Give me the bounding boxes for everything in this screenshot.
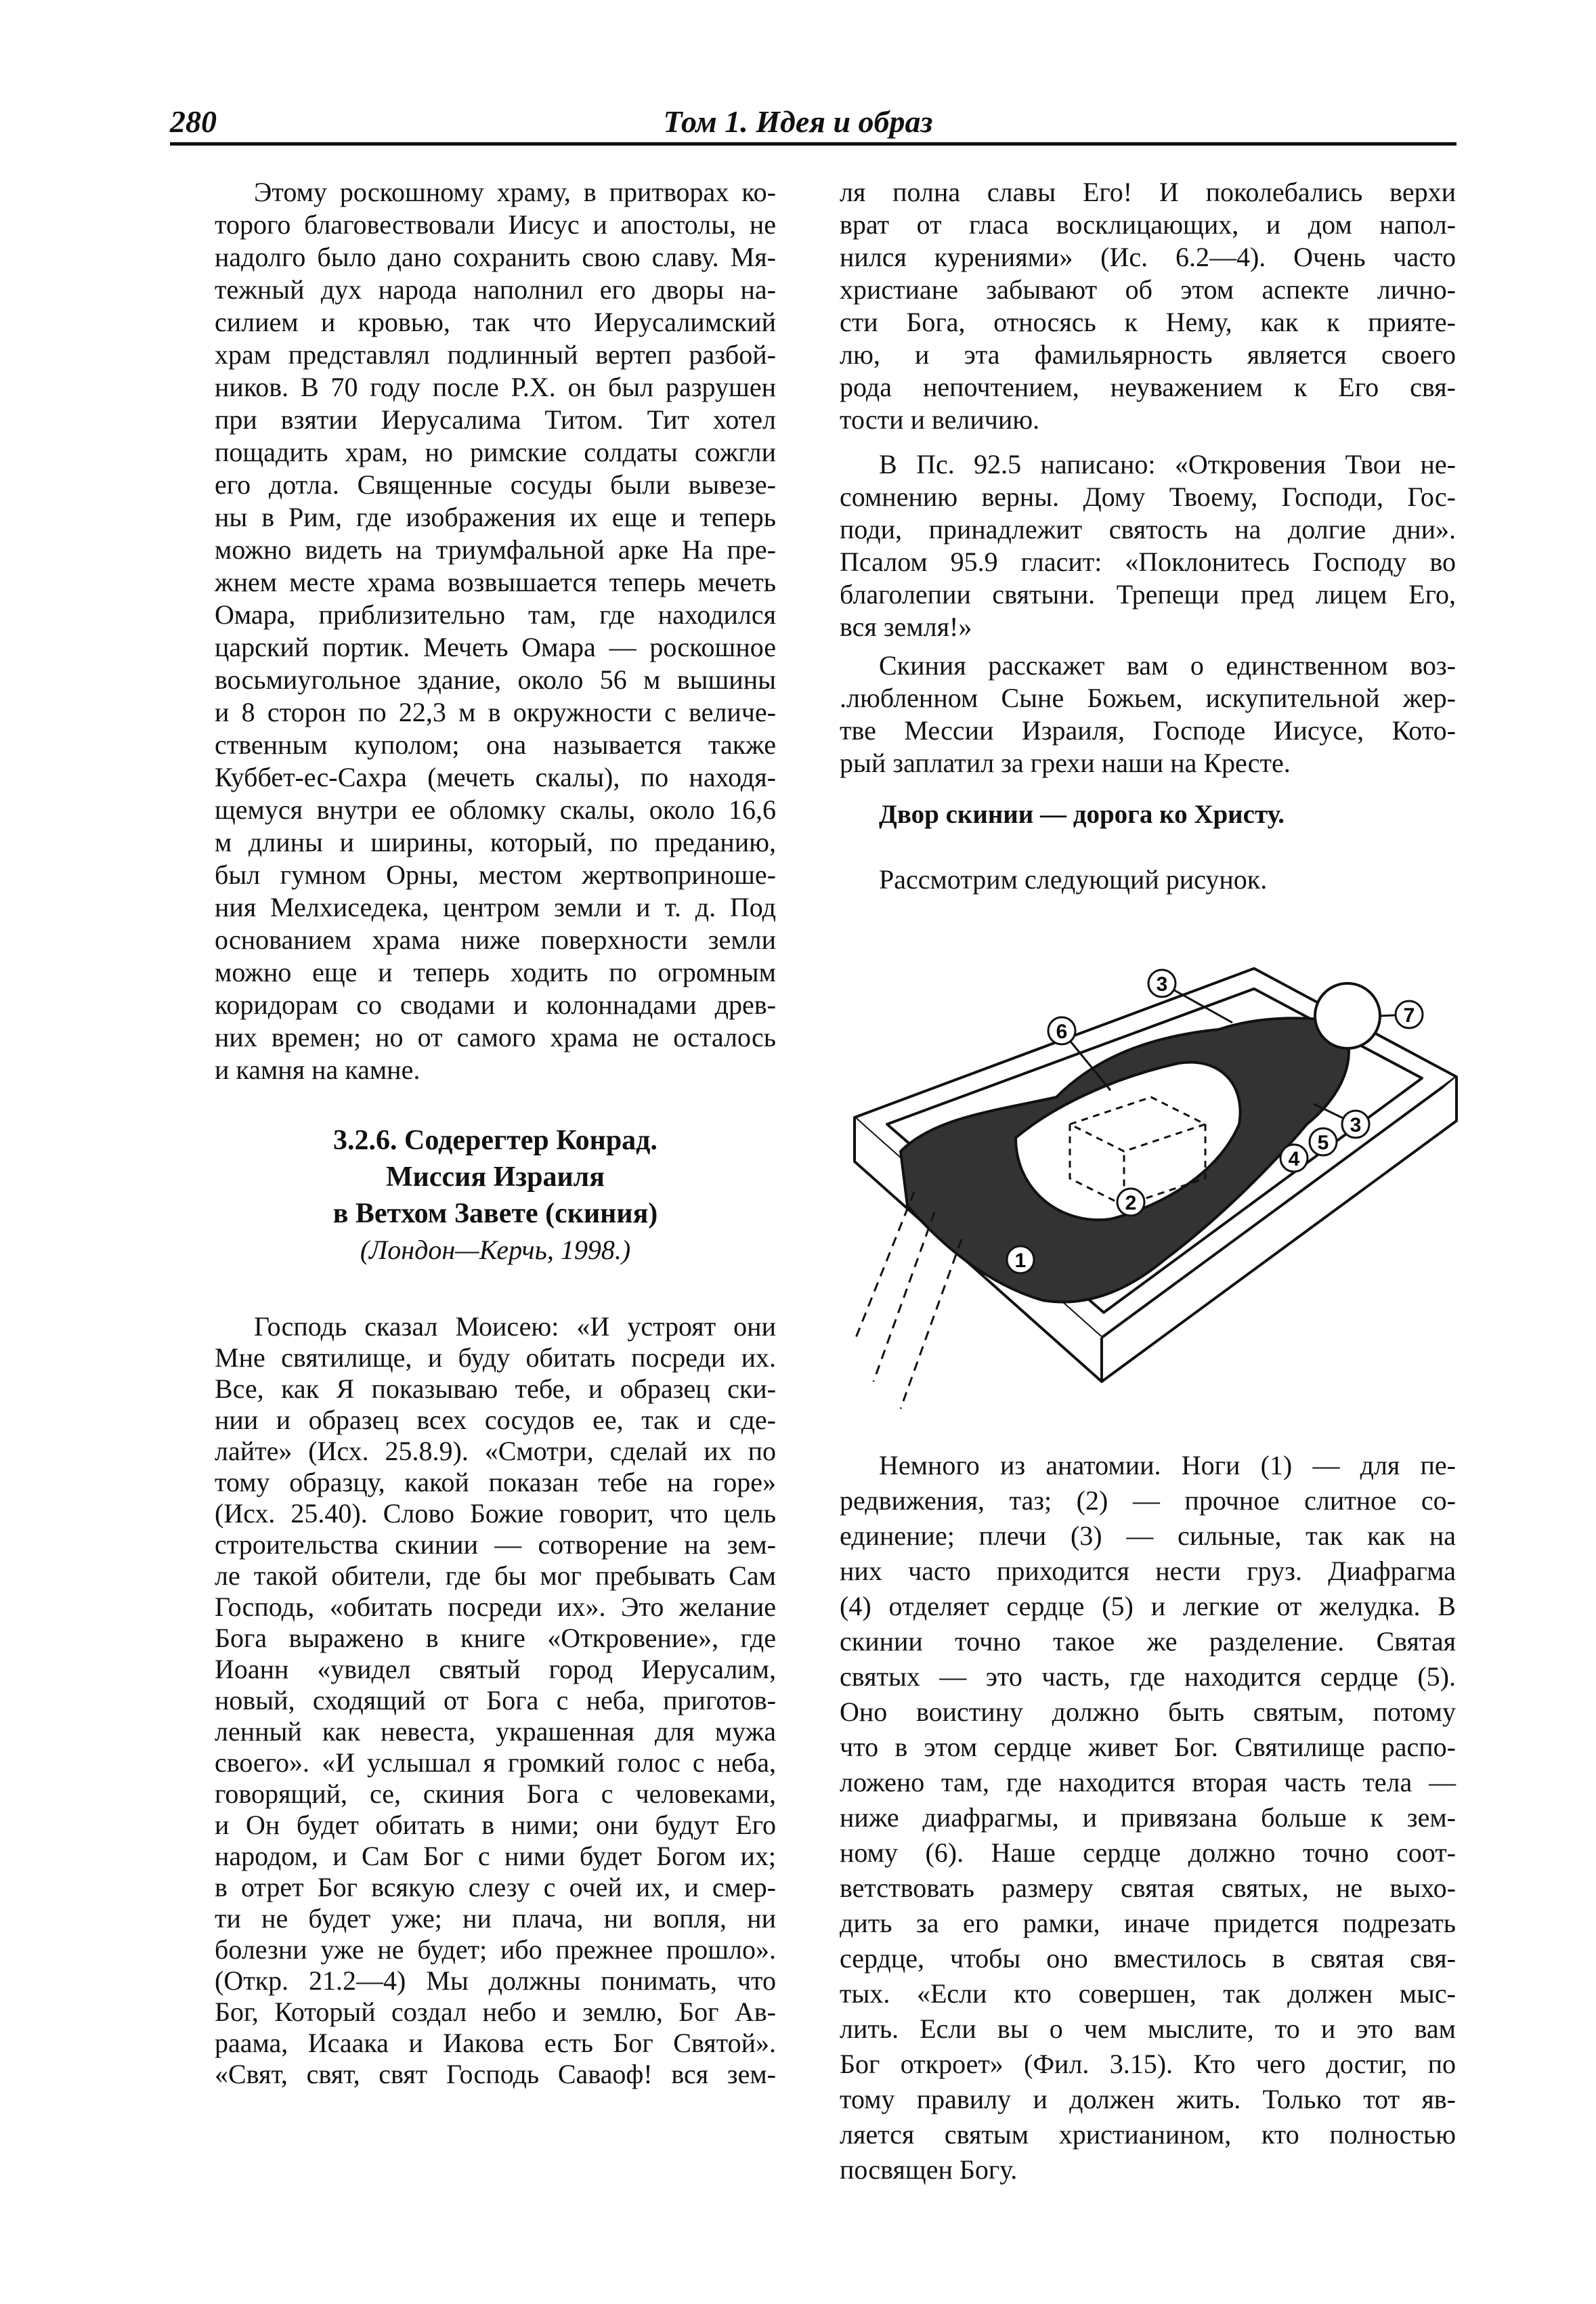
text-line: коридорам со сводами и колоннадами древ- xyxy=(215,989,776,1020)
text-line: (Откр. 21.2—4) Мы должны понимать, что xyxy=(215,1965,776,1996)
text-line: Бог, Который создал небо и землю, Бог Ав- xyxy=(215,1997,776,2027)
text-line: ленный как невеста, украшенная для мужа xyxy=(215,1716,776,1747)
text-line: своего». «И услышал я громкий голос с неба, xyxy=(215,1747,776,1778)
text-line: благолепии святыни. Трепещи пред лицем Его, xyxy=(840,579,1456,610)
text-line: восьмиугольное здание, около 56 м вышины xyxy=(215,664,776,695)
text-line: Скиния расскажет вам о единственном воз- xyxy=(879,650,1456,681)
text-line: можно еще и теперь ходить по огромным xyxy=(215,957,776,987)
callout-number: 5 xyxy=(1317,1132,1329,1154)
text-line: них времен; но от самого храма не осталось xyxy=(215,1022,776,1052)
text-line: сти Бога, относясь к Нему, как к прияте- xyxy=(840,307,1456,337)
callout-number: 3 xyxy=(1156,973,1168,996)
text-line: дить за его рамки, иначе придется подрезать xyxy=(840,1908,1456,1938)
text-line: Бог откроет» (Фил. 3.15). Кто чего достиг, по xyxy=(840,2049,1456,2079)
text-line: и камня на камне. xyxy=(215,1054,420,1085)
text-line: Господь сказал Моисею: «И устроят они xyxy=(254,1311,776,1342)
text-line: врат от гласа восклицающих, и дом напол- xyxy=(840,209,1456,240)
text-line: ны в Рим, где изображения их еще и теперь xyxy=(215,502,776,532)
text-line: христиане забывают об этом аспекте лично- xyxy=(840,274,1456,305)
text-line: лю, и эта фамильярность является своего xyxy=(840,339,1456,370)
text-line: народом, и Сам Бог с ними будет Богом их; xyxy=(215,1841,776,1871)
text-line: ния Мелхиседека, центром земли и т. д. Под xyxy=(215,892,776,922)
text-line: ников. В 70 году после Р.Х. он был разрушен xyxy=(215,372,776,402)
text-line: м длины и ширины, который, по преданию, xyxy=(215,827,776,857)
section-place-date: (Лондон—Керчь, 1998.) xyxy=(360,1235,631,1265)
text-line: ляется святым христианином, кто полностью xyxy=(840,2119,1456,2150)
text-line: ле такой обители, где бы мог пребывать Сам xyxy=(215,1560,776,1591)
text-line: новый, сходящий от Бога с неба, приготов- xyxy=(215,1685,776,1715)
text-line: В Пс. 92.5 написано: «Откровения Твои не- xyxy=(879,449,1456,479)
text-line: Псалом 95.9 гласит: «Поклонитесь Господу во xyxy=(840,547,1456,577)
text-line: нии и образец всех сосудов ее, так и сде- xyxy=(215,1405,776,1435)
text-line: тости и величию. xyxy=(840,404,1040,435)
text-line: его дотла. Священные сосуды были вывезе- xyxy=(215,469,776,500)
section-heading-line: Миссия Израиля xyxy=(386,1161,605,1193)
text-line: Мне святилище, и буду обитать посреди их. xyxy=(215,1342,776,1373)
text-line: (Исх. 25.40). Слово Божие говорит, что цель xyxy=(215,1498,776,1529)
text-line: можно видеть на триумфальной арке На пре- xyxy=(215,534,776,565)
text-line: сердце, чтобы оно вместилось в святая свя- xyxy=(840,1943,1456,1974)
text-line: строительства скинии — сотворение на зем- xyxy=(215,1529,776,1560)
text-line: Оно воистину должно быть святым, потому xyxy=(840,1697,1456,1727)
text-line: Господь, «обитать посреди их». Это желание xyxy=(215,1592,776,1622)
figure-intro: Рассмотрим следующий рисунок. xyxy=(879,864,1268,895)
text-line: святых — это часть, где находится сердце (5). xyxy=(840,1661,1456,1692)
callout-number: 7 xyxy=(1403,1004,1415,1027)
text-line: тве Мессии Израиля, Господе Иисусе, Кото- xyxy=(840,715,1456,746)
text-line: тому образцу, какой показан тебе на горе» xyxy=(215,1467,776,1497)
text-line: тых. «Если кто совершен, так должен мыс- xyxy=(840,1978,1456,2009)
text-line: царский портик. Мечеть Омара — роскошное xyxy=(215,632,776,662)
text-line: что в этом сердце живет Бог. Святилище распо- xyxy=(840,1732,1456,1762)
text-line: тому правилу и должен жить. Только тот яв- xyxy=(840,2084,1456,2114)
text-line: ному (6). Наше сердце должно точно соот- xyxy=(840,1837,1456,1868)
text-line: ти не будет уже; ни плача, ни вопля, ни xyxy=(215,1903,776,1934)
text-line: (4) отделяет сердце (5) и легкие от желудка. В xyxy=(840,1591,1456,1621)
text-line: нился курениями» (Ис. 6.2—4). Очень часто xyxy=(840,242,1456,272)
callout-number: 1 xyxy=(1014,1250,1027,1272)
text-line: торого благовествовали Иисус и апостолы, не xyxy=(215,209,776,240)
text-line: надолго было дано сохранить свою славу. Мя- xyxy=(215,242,776,272)
text-line: пощадить храм, но римские солдаты сожгли xyxy=(215,437,776,467)
text-line: Этому роскошному храму, в притворах ко- xyxy=(254,177,776,207)
text-line: поди, принадлежит святость на долгие дни». xyxy=(840,514,1456,545)
text-line: болезни уже не будет; ибо прежнее прошло». xyxy=(215,1934,776,1965)
text-line: ветствовать размеру святая святых, не выхо- xyxy=(840,1873,1456,1903)
text-line: жнем месте храма возвышается теперь мечеть xyxy=(215,567,776,597)
text-line: был гумном Орны, местом жертвоприноше- xyxy=(215,859,776,890)
text-line: рый заплатил за грехи наши на Кресте. xyxy=(840,748,1291,778)
text-line: щемуся внутри ее обломку скалы, около 16,6 xyxy=(215,794,776,825)
text-line: раама, Исаака и Иакова есть Бог Святой». xyxy=(215,2028,776,2058)
text-line: посвящен Богу. xyxy=(840,2154,1018,2185)
text-line: при взятии Иерусалима Титом. Тит хотел xyxy=(215,404,776,435)
callout-number: 2 xyxy=(1125,1192,1137,1214)
text-line: храм представлял подлинный вертеп разбой- xyxy=(215,339,776,370)
text-line: Иоанн «увидел святый город Иерусалим, xyxy=(215,1654,776,1684)
text-line: ниже диафрагмы, и привязана больше к зем- xyxy=(840,1802,1456,1833)
text-line: Все, как Я показываю тебе, и образец ски- xyxy=(215,1373,776,1404)
text-line: редвижения, таз; (2) — прочное слитное со- xyxy=(840,1485,1456,1516)
text-line: Бога выражено в книге «Откровение», где xyxy=(215,1623,776,1653)
text-line: них часто приходится нести груз. Диафрагма xyxy=(840,1556,1456,1586)
callout-number: 6 xyxy=(1056,1021,1068,1043)
text-line: ственным куполом; она называется также xyxy=(215,729,776,760)
right-paragraph-4 xyxy=(840,1448,1456,2188)
subheading: Двор скинии — дорога ко Христу. xyxy=(879,800,1285,829)
callout-number: 3 xyxy=(1350,1114,1362,1136)
text-line: лить. Если вы о чем мыслите, то и это вам xyxy=(840,2013,1456,2044)
text-line: тежный дух народа наполнил его дворы на- xyxy=(215,274,776,305)
text-line: ложено там, где находится вторая часть тела — xyxy=(840,1767,1456,1797)
text-line: рода непочтением, неуважением к Его свя- xyxy=(840,372,1456,402)
text-line: .любленном Сыне Божьем, искупительной жер- xyxy=(840,683,1456,713)
page-number: 280 xyxy=(170,104,217,139)
text-line: силием и кровью, так что Иерусалимский xyxy=(215,307,776,337)
text-line: «Свят, свят, свят Господь Саваоф! вся зем- xyxy=(215,2059,776,2089)
callout-number: 4 xyxy=(1288,1148,1300,1170)
text-line: основанием храма ниже поверхности земли xyxy=(215,924,776,955)
text-line: и 8 сторон по 22,3 м в окружности с величе- xyxy=(215,697,776,727)
text-line: Куббет-ес-Сахра (мечеть скалы), по находя- xyxy=(215,762,776,792)
text-line: скинии точно такое же разделение. Святая xyxy=(840,1626,1456,1657)
section-heading-line: 3.2.6. Содерегтер Конрад. xyxy=(333,1125,657,1156)
head xyxy=(1315,983,1380,1048)
text-line: вся земля!» xyxy=(840,612,972,642)
text-line: в отрет Бог всякую слезу с очей их, и смер- xyxy=(215,1872,776,1902)
text-line: единение; плечи (3) — сильные, так как на xyxy=(840,1520,1456,1551)
text-line: и Он будет обитать в ними; они будут Его xyxy=(215,1810,776,1840)
text-line: Немного из анатомии. Ноги (1) — для пе- xyxy=(879,1450,1456,1480)
running-title: Том 1. Идея и образ xyxy=(663,104,933,139)
section-heading-line: в Ветхом Завете (скиния) xyxy=(332,1198,658,1229)
text-line: говорящий, се, скиния Бога с человеками, xyxy=(215,1778,776,1809)
text-line: лайте» (Исх. 25.8.9). «Смотри, сделай их по xyxy=(215,1436,776,1466)
text-line: ля полна славы Его! И поколебались верхи xyxy=(840,177,1456,207)
text-line: Омара, приблизительно там, где находился xyxy=(215,599,776,630)
text-line: сомнению верны. Дому Твоему, Господи, Гос- xyxy=(840,482,1456,512)
